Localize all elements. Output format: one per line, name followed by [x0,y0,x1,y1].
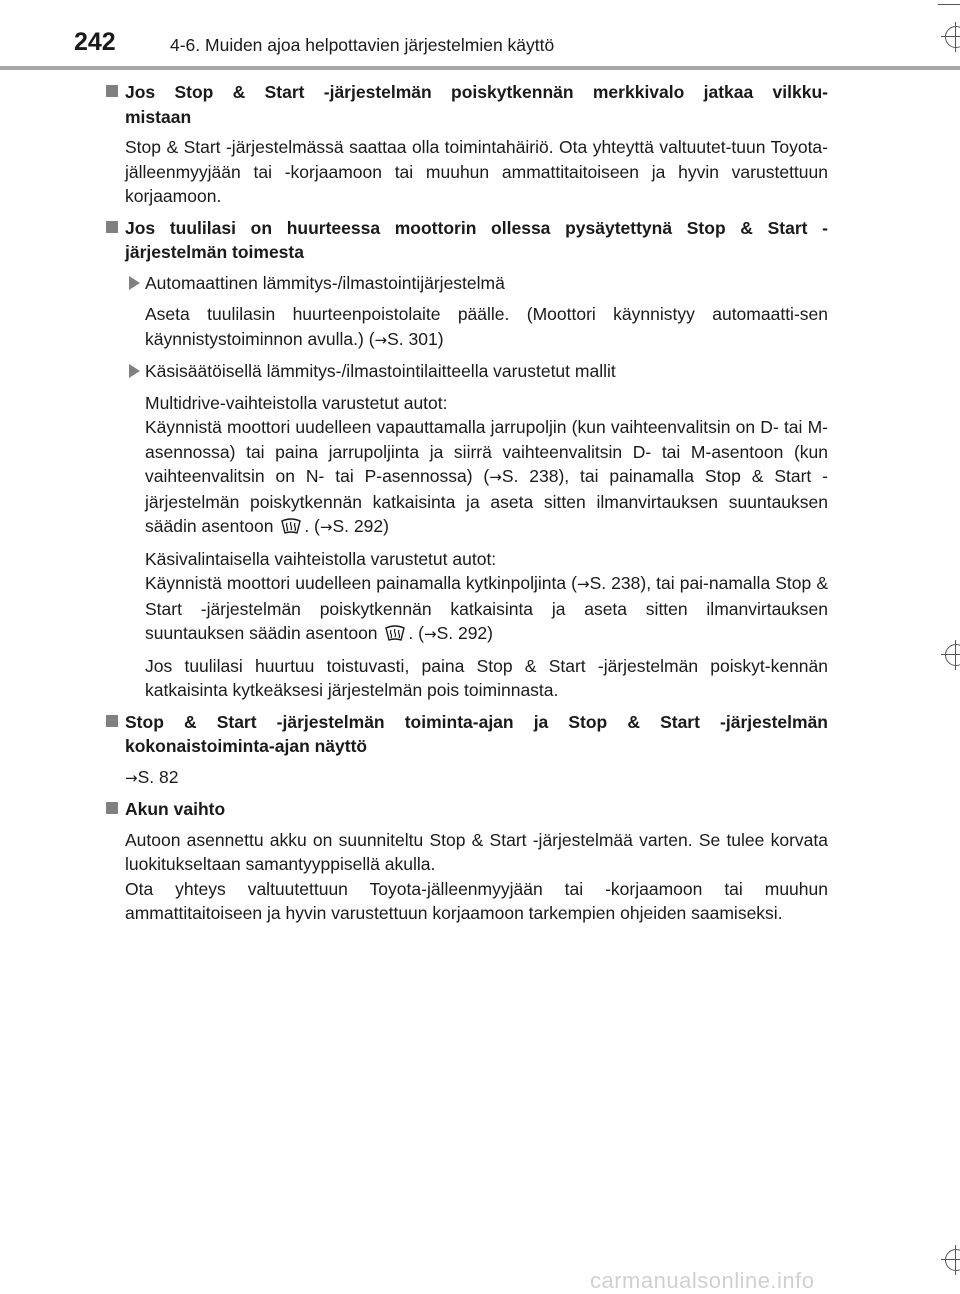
page-reference: S. 82 [137,766,179,787]
crop-mark-top [938,4,960,5]
paragraph: Ota yhteys valtuutettuun Toyota-jälleenmyyjään tai -korjaamoon tai muuhun ammattitaitoiseen ja hyvin varustettuun korjaamoon tarkempien ohjeiden saamiseksi. [125,878,828,923]
page-reference: S. 301) [387,328,444,349]
square-bullet-icon [106,715,118,727]
subsection-heading-text: Käsisäätöisellä lämmitys-/ilmastointilaitteella varustetut mallit [145,361,616,381]
paragraph-text: . ( [304,516,320,536]
subsection-heading [104,271,828,296]
square-bullet-icon [106,85,118,97]
paragraph-text: S. 238), tai painamalla Stop & Start -järjestelmän poiskytkennän katkaisinta ja aseta sitten ilmanvirtauksen suuntauksen säädin asentoon [145,466,828,536]
section-title-line: mistaan [125,106,192,127]
paragraph-text: S. 238), tai pai-namalla Stop & Start -järjestelmän poiskytkennän katkaisinta ja aseta sitten ilmanvirtauksen suuntauksen säädin asentoon [145,573,828,643]
paragraph: Jos tuulilasi huurtuu toistuvasti, paina Stop & Start -järjestelmän poiskyt-kennän katkaisinta kytkeäksesi järjestelmän pois toiminnasta. [145,655,828,700]
paragraph [104,547,828,647]
paragraph: Autoon asennettu akku on suunniteltu Stop & Start -järjestelmää varten. Se tulee korvata luokitukseltaan samantyyppisellä akulla. [125,829,828,874]
section-title-line: Akun vaihto [125,799,226,819]
page-number: 242 [74,28,116,56]
square-bullet-icon [106,802,118,814]
chapter-title: 4-6. Muiden ajoa helpottavien järjestelmien käyttö [170,35,555,55]
section-title [104,80,828,129]
paragraph-text: . ( [408,623,424,643]
block-label: Käsivalintaisella vaihteistolla varustetut autot: [145,548,497,569]
windshield-defroster-icon [384,624,406,642]
section-title-line: Jos tuulilasi on huurteessa moottorin ollessa pysäytettynä Stop & Start - [125,217,828,238]
square-bullet-icon [106,221,118,233]
page-reference: S. 292) [436,623,493,643]
paragraph: Stop & Start -järjestelmässä saattaa olla toimintahäiriö. Ota yhteyttä valtuutet-tuun Toyota-jälleenmyyjään tai -korjaamoon tai muuhun ammattitaitoiseen ja hyvin varustettuun korjaamoon. [125,137,828,206]
paragraph-text: Käynnistä moottori uudelleen vapauttamalla jarrupoljin (kun vaihteenvalitsin on D- tai M-asennossa) tai paina jarrupoljinta ja siirrä vaihteenvalitsin D- tai M-asentoon (kun vaihteenvalitsin on N- tai P-asennossa) ( [145,417,828,486]
registration-mark-middle-right [941,640,960,670]
block-label: Multidrive-vaihteistolla varustetut autot: [145,392,448,413]
arrow-icon: → [319,518,333,536]
section-windshield-fogged [104,216,828,703]
page-reference: S. 292) [332,516,389,536]
arrow-icon: → [125,768,138,787]
registration-mark-top-right [941,22,960,52]
section-battery-replacement [104,797,828,926]
page-content [104,80,828,933]
section-title-line: Jos Stop & Start -järjestelmän poiskytkennän merkkivalo jatkaa vilkku- [125,82,828,102]
subsection-heading [104,359,828,384]
arrow-icon: → [374,330,388,349]
section-title-line: järjestelmän toimesta [125,242,304,262]
header-rule [0,66,960,70]
section-title [104,710,828,759]
windshield-defroster-icon [280,517,302,535]
section-title [104,797,828,822]
arrow-icon: → [423,625,437,643]
section-title-line: kokonaistoiminta-ajan näyttö [125,736,368,756]
triangle-bullet-icon [129,276,140,290]
section-title [104,216,828,265]
paragraph-text: Käynnistä moottori uudelleen painamalla kytkinpoljinta ( [145,573,577,593]
section-title-line: Stop & Start -järjestelmän toiminta-ajan ja Stop & Start -järjestelmän [125,711,828,732]
subsection-heading-text: Automaattinen lämmitys-/ilmastointijärjestelmä [145,272,505,293]
triangle-bullet-icon [129,364,140,378]
page-header [0,0,960,70]
paragraph-text: Aseta tuulilasin huurteenpoistolaite päälle. (Moottori käynnistyy automaatti-sen käynnistystoiminnon avulla.) ( [145,304,828,349]
registration-mark-bottom-right [941,1245,960,1275]
paragraph [104,765,828,791]
paragraph [104,391,828,540]
watermark: carmanualsonline.info [590,1268,815,1293]
paragraph [104,302,828,352]
arrow-icon: → [577,575,590,593]
section-operating-time-display [104,710,828,791]
section-indicator-blinking [104,80,828,209]
arrow-icon: → [489,468,502,486]
